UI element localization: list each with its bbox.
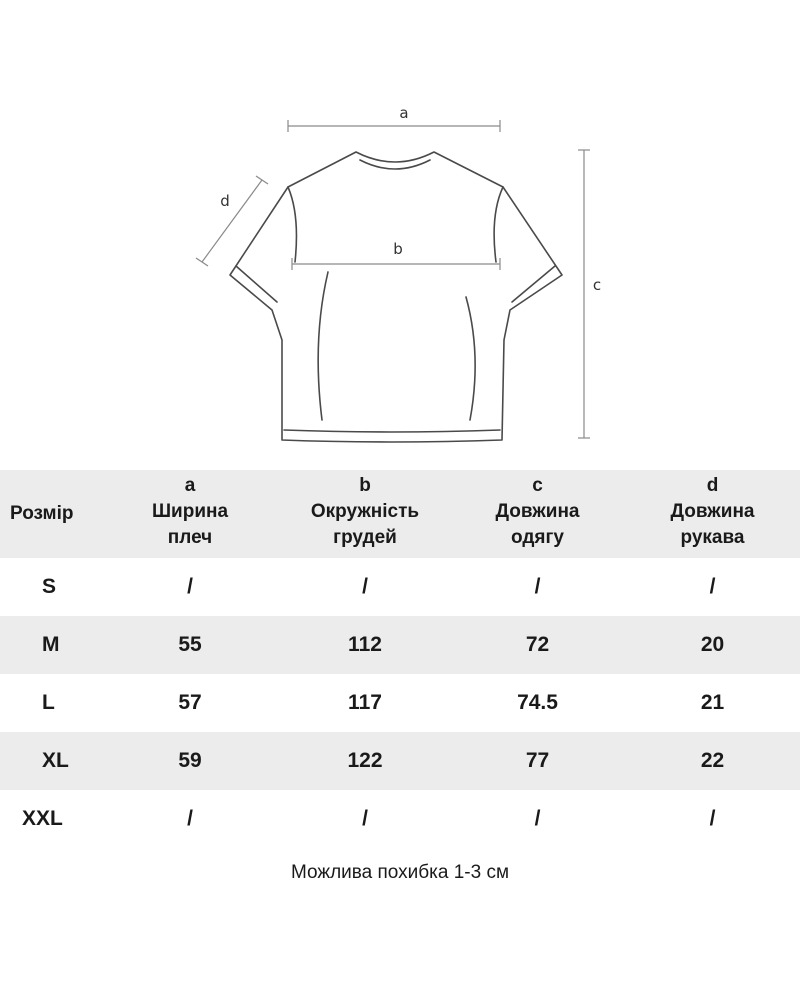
left-sleeve-seam: [288, 187, 296, 262]
column-header-c: [450, 470, 625, 558]
value-cell: /: [362, 575, 368, 598]
size-cell: L: [42, 691, 55, 714]
value-cell: 122: [347, 749, 383, 772]
dimension-d-line: [202, 180, 262, 262]
label-b: b: [393, 240, 403, 258]
value-cell: 74.5: [517, 691, 558, 714]
value-cell: 21: [700, 691, 725, 714]
label-c: c: [592, 276, 602, 294]
value-cell: 112: [348, 633, 382, 656]
column-name: Довжина: [495, 501, 580, 522]
table-row: [0, 732, 800, 790]
value-cell: 77: [525, 749, 550, 772]
size-column-header: Розмір: [10, 503, 74, 524]
left-fold-line: [318, 272, 328, 420]
tshirt-outline: [230, 152, 562, 442]
value-cell: /: [709, 807, 716, 830]
table-row: [0, 790, 800, 848]
column-header-d: [625, 470, 800, 558]
size-cell: M: [42, 633, 60, 656]
size-cell: S: [42, 575, 57, 598]
column-letter: d: [706, 475, 719, 496]
value-cell: 59: [178, 749, 202, 772]
value-cell: /: [187, 807, 193, 830]
value-cell: /: [187, 575, 193, 598]
size-table: [0, 470, 800, 848]
label-d: d: [220, 192, 230, 210]
size-cell: XXL: [22, 807, 63, 830]
table-row: [0, 558, 800, 616]
right-fold-line: [466, 297, 475, 420]
column-name: рукава: [680, 527, 745, 548]
table-row: [0, 674, 800, 732]
table-header-row: [0, 470, 800, 558]
column-letter: b: [359, 475, 371, 496]
column-name: грудей: [333, 527, 397, 548]
value-cell: 55: [178, 633, 202, 656]
value-cell: 57: [178, 691, 202, 714]
tshirt-measurement-diagram: [0, 0, 800, 470]
value-cell: /: [534, 807, 541, 830]
right-sleeve-seam: [494, 187, 503, 262]
value-cell: 117: [348, 691, 382, 714]
value-cell: 20: [700, 633, 725, 656]
table-row: [0, 616, 800, 674]
column-name: Довжина: [670, 501, 755, 522]
bottom-hem: [284, 430, 500, 432]
value-cell: /: [534, 575, 541, 598]
column-name: Окружність: [310, 501, 420, 522]
value-cell: 72: [525, 633, 550, 656]
column-header-a: [100, 470, 280, 558]
value-cell: /: [362, 807, 368, 830]
value-cell: 22: [700, 749, 725, 772]
measurement-error-note: Можлива похибка 1-3 см: [290, 862, 510, 883]
column-letter: c: [532, 475, 543, 496]
label-a: a: [399, 104, 409, 122]
column-name: плеч: [167, 527, 213, 548]
column-name: одягу: [511, 527, 564, 548]
value-cell: /: [709, 575, 716, 598]
column-name: Ширина: [151, 501, 229, 522]
column-header-b: [280, 470, 450, 558]
column-letter: a: [184, 475, 196, 496]
size-cell: XL: [42, 749, 69, 772]
